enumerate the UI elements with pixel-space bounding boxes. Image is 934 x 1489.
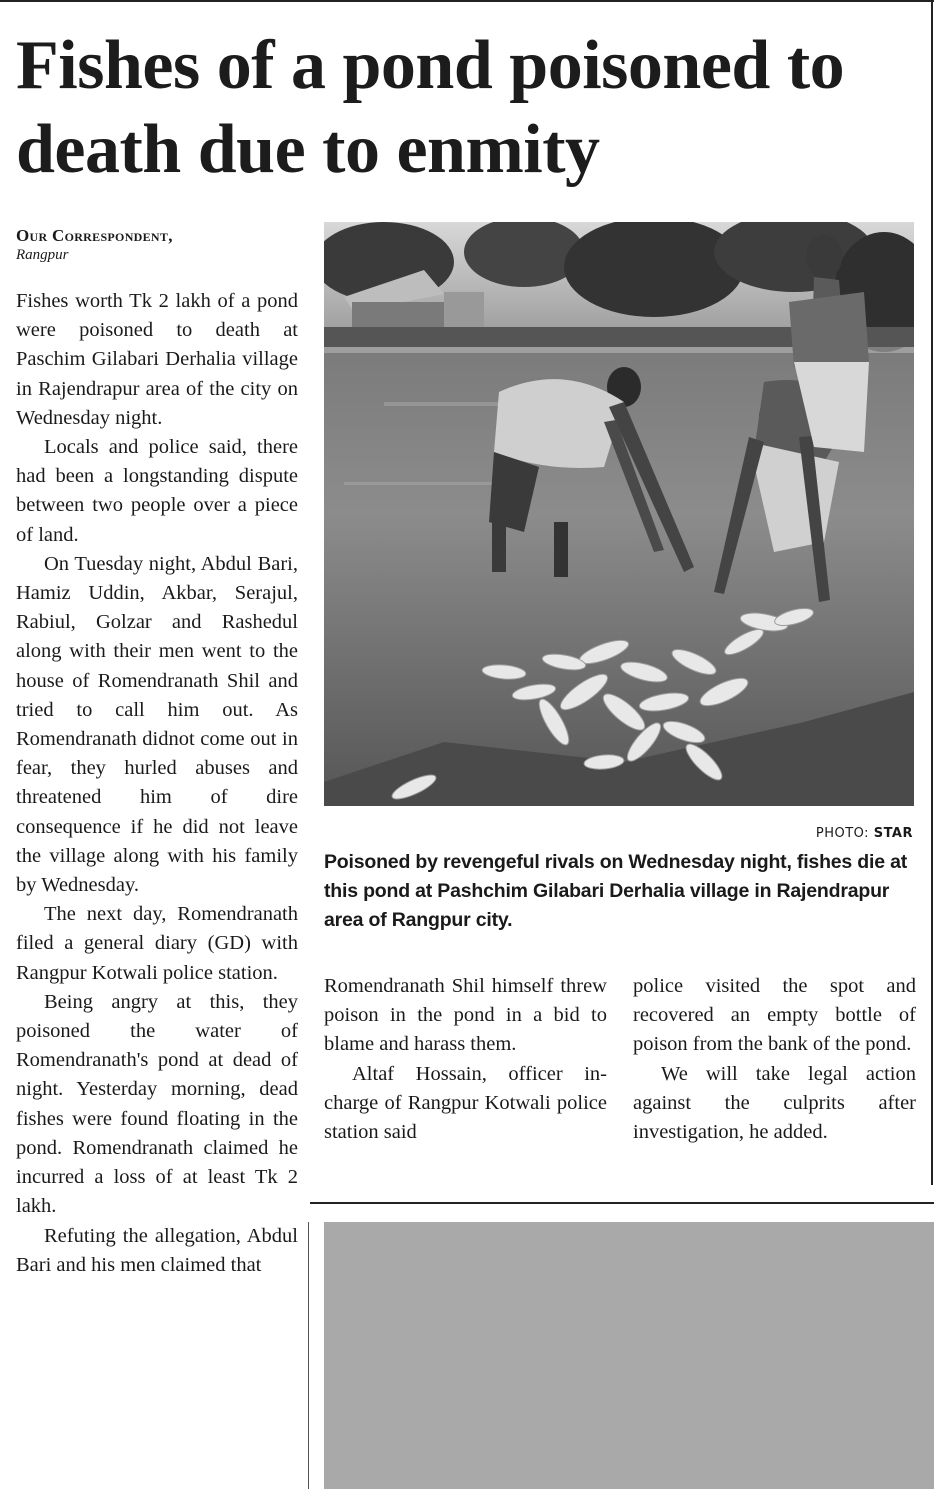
paragraph: Being angry at this, they poisoned the water of Romendranath's pond at dead of night. Yesterday morning, dead fishes were found floating in the pond. Romendranath claimed he incurred a loss of at least Tk 2 lakh.: [16, 990, 298, 1218]
photo-caption: Poisoned by revengeful rivals on Wednesday night, fishes die at this pond at Pashchim Gilabari Derhalia village in Rajendrapur area of Rangpur city.: [324, 851, 908, 931]
paragraph: On Tuesday night, Abdul Bari, Hamiz Uddin, Akbar, Serajul, Rabiul, Golzar and Rashedul along with their men went to the house of Romendranath Shil and tried to call him out. As Romendranath didnot come out in fear, they hurled abuses and threatened him of dire consequence if he did not leave the village along with his family by Wednesday.: [16, 552, 298, 897]
section-divider: [310, 1202, 934, 1204]
top-rule: [0, 0, 934, 2]
body-column-3: [633, 972, 916, 1147]
paragraph: police visited the spot and recovered an empty bottle of poison from the bank of the pond.: [633, 975, 916, 1056]
paragraph: Fishes worth Tk 2 lakh of a pond were poisoned to death at Paschim Gilabari Derhalia village in Rajendrapur area of the city on Wednesday night.: [16, 290, 298, 429]
right-column-rule: [931, 0, 933, 1185]
body-column-1: [16, 287, 298, 1280]
headline: Fishes of a pond poisoned to death due to enmity: [16, 27, 845, 188]
column-rule: [308, 1222, 309, 1489]
paragraph: The next day, Romendranath filed a general diary (GD) with Rangpur Kotwali police station.: [16, 903, 298, 984]
news-photo: [324, 222, 914, 806]
photo-credit: [600, 826, 913, 841]
body-column-2: [324, 972, 607, 1147]
paragraph: Altaf Hossain, officer in-charge of Rangpur Kotwali police station said: [324, 1062, 607, 1144]
paragraph: Locals and police said, there had been a longstanding dispute between two people over a piece of land.: [16, 436, 298, 546]
paragraph: Romendranath Shil himself threw poison in the pond in a bid to blame and harass them.: [324, 975, 607, 1056]
byline: Our Correspondent,: [16, 226, 173, 245]
paragraph: Refuting the allegation, Abdul Bari and his men claimed that: [16, 1224, 298, 1276]
dateline: Rangpur: [16, 247, 69, 263]
photo-credit-prefix: PHOTO:: [815, 826, 870, 841]
advertisement-placeholder: [324, 1222, 934, 1489]
photo-credit-name: STAR: [873, 826, 913, 841]
paragraph: We will take legal action against the culprits after investigation, he added.: [633, 1062, 916, 1144]
